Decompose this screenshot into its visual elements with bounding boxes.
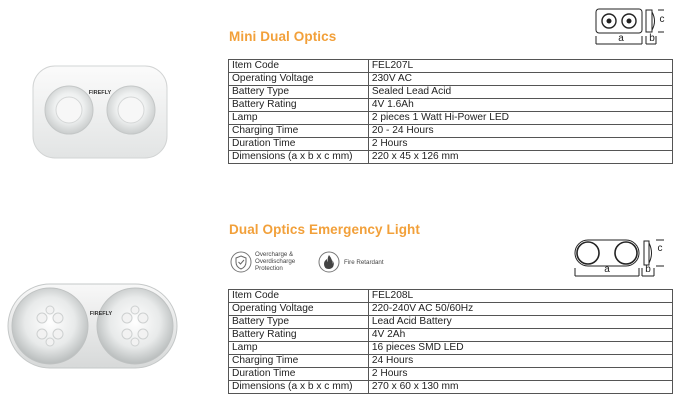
fire-retardant-label: Fire Retardant — [344, 259, 384, 266]
product2-title: Dual Optics Emergency Light — [229, 222, 420, 237]
table-row: Operating Voltage 220-240V AC 50/60Hz — [229, 303, 673, 316]
product1-dim-b: b — [649, 33, 655, 44]
product1-spec-table — [228, 59, 673, 164]
overcharge-badge-label: Overcharge & Overdischarge Protection — [255, 251, 296, 272]
product2-dim-b: b — [645, 264, 651, 275]
product1-brand-logo: FIREFLY — [88, 90, 112, 96]
table-row: Battery Rating 4V 1.6Ah — [229, 99, 673, 112]
table-row: Charging Time 20 - 24 Hours — [229, 125, 673, 138]
flame-icon — [318, 251, 340, 273]
table-row: Duration Time 2 Hours — [229, 368, 673, 381]
table-row: Lamp 16 pieces SMD LED — [229, 342, 673, 355]
table-row: Dimensions (a x b x c mm) 220 x 45 x 126 mm — [229, 151, 673, 164]
table-row: Lamp 2 pieces 1 Watt Hi-Power LED — [229, 112, 673, 125]
table-row: Operating Voltage 230V AC — [229, 73, 673, 86]
product2-spec-table — [228, 289, 673, 394]
table-row: Battery Rating 4V 2Ah — [229, 329, 673, 342]
product1-title: Mini Dual Optics — [229, 29, 337, 44]
dual-optics-emergency-light-image — [5, 272, 180, 382]
shield-icon — [230, 251, 252, 273]
product2-brand-logo: FIREFLY — [89, 311, 113, 317]
table-row: Duration Time 2 Hours — [229, 138, 673, 151]
product2-dim-c: c — [657, 243, 663, 254]
mini-dual-optics-image — [25, 58, 175, 170]
product1-dim-a: a — [618, 33, 624, 44]
table-row: Item Code FEL208L — [229, 290, 673, 303]
table-row: Charging Time 24 Hours — [229, 355, 673, 368]
table-row: Item Code FEL207L — [229, 60, 673, 73]
table-row: Battery Type Lead Acid Battery — [229, 316, 673, 329]
table-row: Dimensions (a x b x c mm) 270 x 60 x 130 mm — [229, 381, 673, 394]
product2-dim-a: a — [604, 264, 610, 275]
table-row: Battery Type Sealed Lead Acid — [229, 86, 673, 99]
product1-dim-c: c — [659, 14, 665, 25]
